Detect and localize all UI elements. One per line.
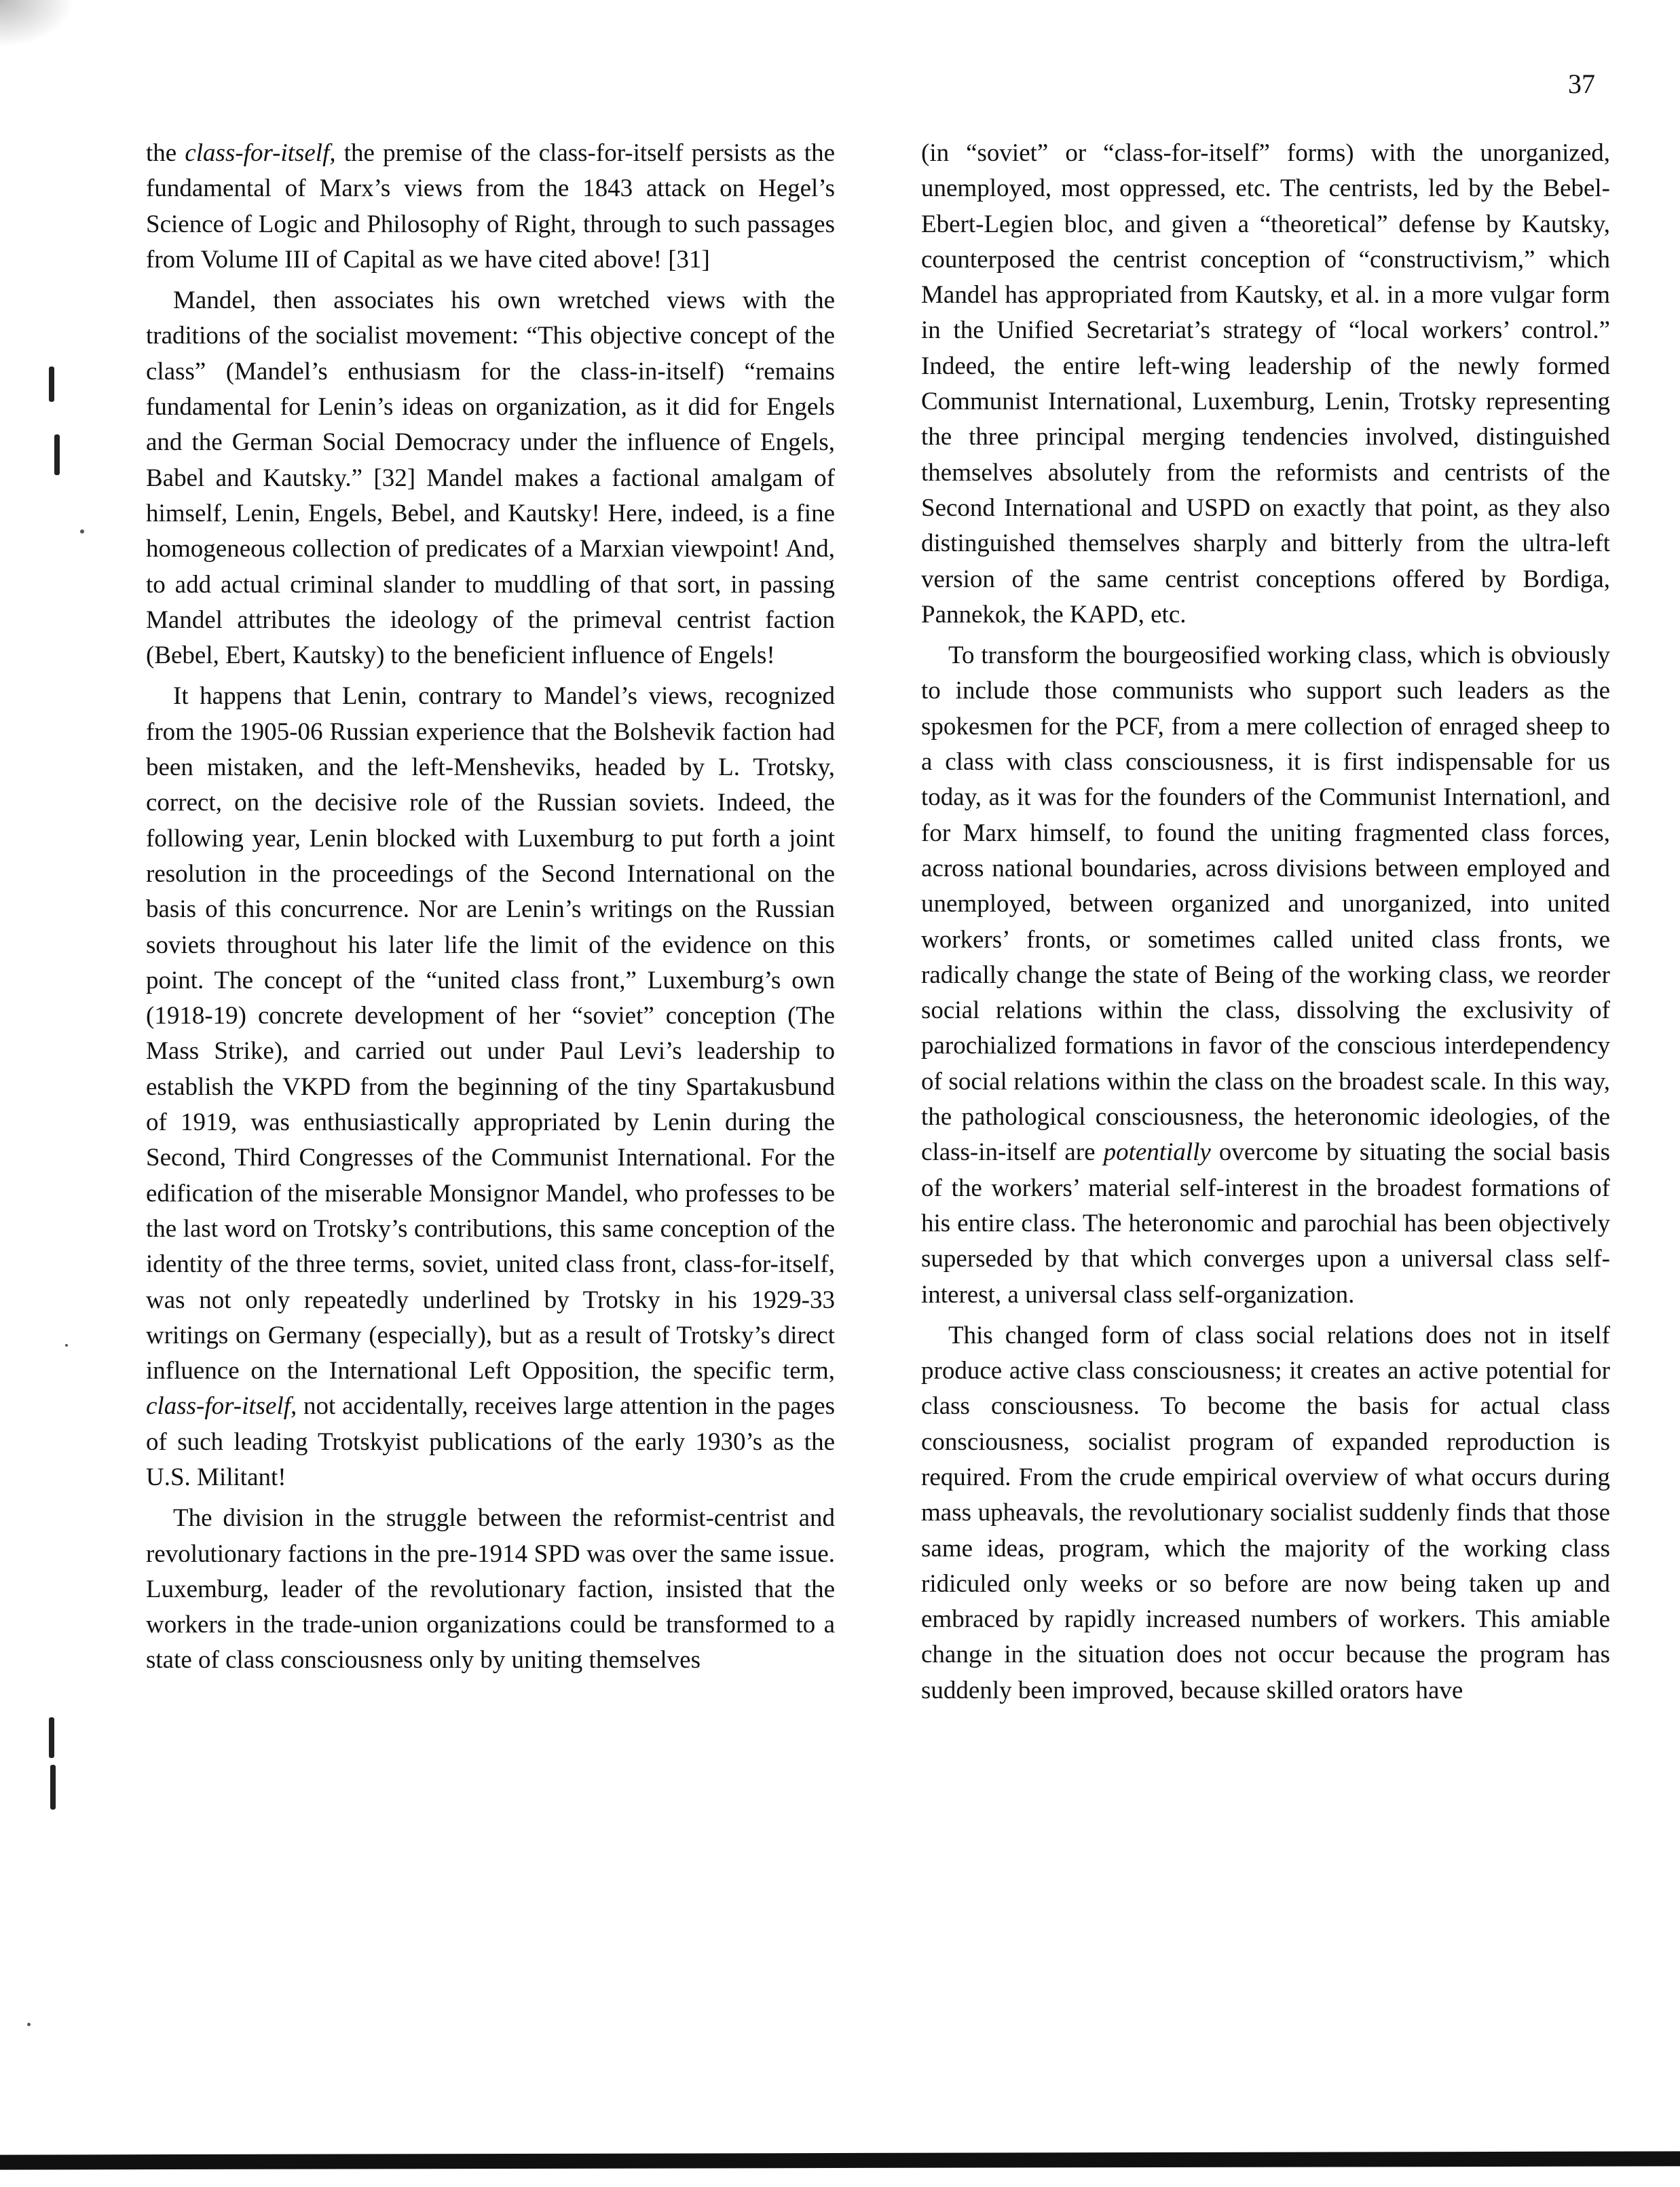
paragraph xyxy=(146,283,835,673)
bottom-rule xyxy=(0,2151,1680,2169)
text-run: It happens that Lenin, contrary to Mandel’s views, recognized from the 1905-06 Russian experience that the Bolshevik faction had been mistaken, and the left-Mensheviks, headed by L. Trotsky, correct, on the decisive role of the Russian soviets. Indeed, the following year, Lenin blocked with Luxemburg to put forth a joint resolution in the proceedings of the Second International on the basis of this concurrence. Nor are Lenin’s writings on the Russian soviets throughout his later life the limit of the evidence on this point. The concept of the “united class front,” Luxemburg’s own (1918-19) concrete development of her “soviet” conception (The Mass Strike), and carried out under Paul Levi’s leadership to establish the VKPD from the beginning of the tiny Spartakusbund of 1919, was enthusiastically appropriated by Lenin during the Second, Third Congresses of the Communist International. For the edification of the miserable Monsignor Mandel, who professes to be the last word on Trotsky’s contributions, this same conception of the identity of the three terms, soviet, united class front, class-for-itself, was not only repeatedly underlined by Trotsky in his 1929-33 writings on Germany (especially), but as a result of Trotsky’s direct influence on the International Left Opposition, the specific term, xyxy=(146,682,835,1385)
paragraph xyxy=(146,679,835,1495)
left-text-column xyxy=(146,136,835,1684)
text-run: overcome by situating the social basis of the workers’ material self-interest in the broadest formations of his entire class. The heteronomic and parochial has been objectively superseded by that which converges upon a universal class self-interest, a universal class self-organization. xyxy=(921,1138,1610,1309)
margin-mark xyxy=(50,1765,56,1810)
text-run: not accidentally, receives large attention in the pages of such leading Trotskyist publications of the early 1930’s as the U.S. Militant! xyxy=(146,1392,835,1491)
text-run: To transform the bourgeosified working class, which is obviously to include those communists who support such leaders as the spokesmen for the PCF, from a mere collection of enraged sheep to a class with class consciousness, it is first indispensable for us today, as it was for the founders of the Communist Internationl, and for Marx himself, to found the uniting fragmented class forces, across national boundaries, across divisions between employed and unemployed, between organized and unorganized, into united workers’ fronts, or sometimes called united class fronts, we radically change the state of Being of the working class, we reorder social relations within the class, dissolving the exclusivity of parochialized formations in favor of the conscious interdependency of social relations within the class on the broadest scale. In this way, the pathological consciousness, the heteronomic ideologies, of the class-in-itself are xyxy=(921,641,1610,1167)
margin-mark xyxy=(49,1717,54,1758)
margin-mark xyxy=(54,434,60,475)
text-run: the xyxy=(146,139,185,167)
text-run: (in “soviet” or “class-for-itself” forms) with the unorganized, unemployed, most oppressed, etc. The centrists, led by the Bebel-Ebert-Legien bloc, and given a “theoretical” defense by Kautsky, counterposed the centrist conception of “constructivism,” which Mandel has appropriated from Kautsky, et al. in a more vulgar form in the Unified Secretariat’s strategy of “local workers’ control.” Indeed, the entire left-wing leadership of the newly formed Communist International, Luxemburg, Lenin, Trotsky representing the three principal merging tendencies involved, distinguished themselves absolutely from the reformists and centrists of the Second International and USPD on exactly that point, as they also distinguished themselves sharply and bitterly from the ultra-left version of the same centrist conceptions offered by Bordiga, Pannekok, the KAPD, etc. xyxy=(921,139,1610,629)
italic-term: class-for-itself, xyxy=(146,1392,297,1421)
speck xyxy=(27,2023,31,2026)
italic-term: potentially xyxy=(1103,1138,1211,1167)
speck xyxy=(80,529,84,534)
paragraph xyxy=(146,1501,835,1678)
right-text-column xyxy=(921,136,1610,1714)
speck xyxy=(65,1344,68,1347)
italic-term: class-for-itself, xyxy=(185,139,336,167)
paragraph xyxy=(921,1318,1610,1708)
paragraph xyxy=(921,638,1610,1313)
margin-mark xyxy=(49,367,54,402)
text-run: This changed form of class social relations does not in itself produce active class consciousness; it creates an active potential for class consciousness. To become the basis for actual class consciousness, socialist program of expanded reproduction is required. From the crude empirical overview of what occurs during mass upheavals, the revolutionary socialist suddenly finds that those same ideas, program, which the majority of the working class ridiculed only weeks or so before are now being taken up and embraced by rapidly increased numbers of workers. This amiable change in the situation does not occur because the program has suddenly been improved, because skilled orators have xyxy=(921,1321,1610,1704)
corner-smudge xyxy=(0,0,75,48)
text-run: the premise of the class-for-itself persists as the fundamental of Marx’s views from the 1843 attack on Hegel’s Science of Logic and Philosophy of Right, through to such passages from Volume III of Capital as we have cited above! [31] xyxy=(146,139,836,274)
page-number: 37 xyxy=(1568,69,1595,99)
text-run: Mandel, then associates his own wretched views with the traditions of the socialist movement: “This objective concept of the class” (Mandel’s enthusiasm for the class-in-itself) “remains fundamental for Lenin’s ideas on organization, as it did for Engels and the German Social Democracy under the influence of Engels, Babel and Kautsky.” [32] Mandel makes a factional amalgam of himself, Lenin, Engels, Bebel, and Kautsky! Here, indeed, is a fine homogeneous collection of predicates of a Marxian viewpoint! And, to add actual criminal slander to muddling of that sort, in passing Mandel attributes the ideology of the primeval centrist faction (Bebel, Ebert, Kautsky) to the beneficient influence of Engels! xyxy=(146,286,835,670)
paragraph xyxy=(921,136,1610,633)
paragraph xyxy=(146,136,835,278)
text-run: The division in the struggle between the reformist-centrist and revolutionary factions in the pre-1914 SPD was over the same issue. Luxemburg, leader of the revolutionary faction, insisted that the workers in the trade-union organizations could be transformed to a state of class consciousness only by uniting themselves xyxy=(146,1504,835,1675)
